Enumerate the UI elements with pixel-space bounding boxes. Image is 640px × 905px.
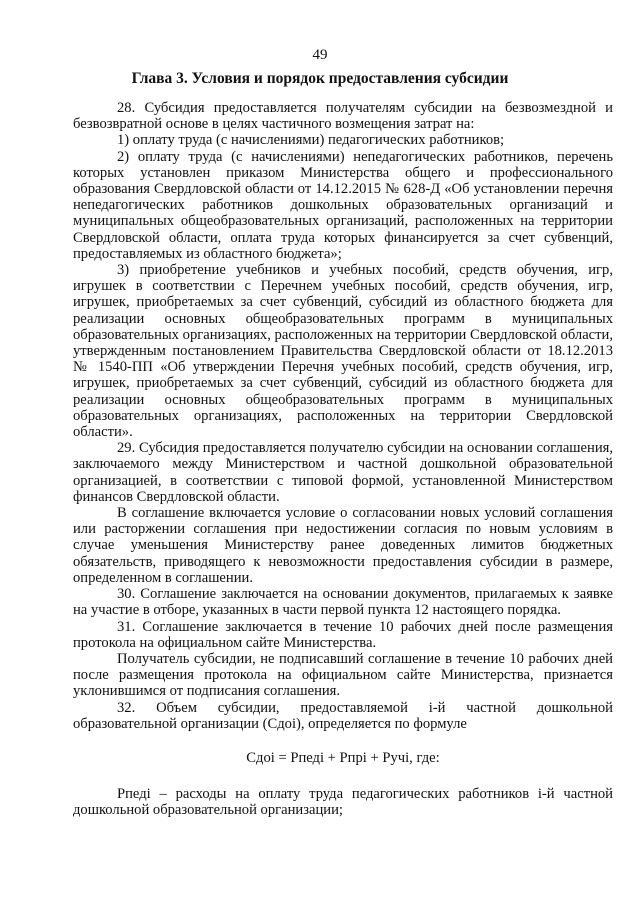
paragraph-31: 31. Соглашение заключается в течение 10 рабочих дней после размещения протокола на официальном сайте Министерства. xyxy=(73,618,613,651)
chapter-title: Глава 3. Условия и порядок предоставления субсидии xyxy=(131,70,509,87)
page-number: 49 xyxy=(312,47,328,63)
formula-definition: Рпеді – расходы на оплату труда педагогических работников і-й частной дошкольной образовательной организации; xyxy=(73,786,613,819)
paragraph-28-item-2: 2) оплату труда (с начислениями) непедагогических работников, перечень которых установлен приказом Министерства общего и профессионального образования Свердловской области от 14.12.2015 № 628-Д «Об установлении перечня непедагогических работников дошкольных образовательных организаций и муниципальных общеобразовательных организаций, расположенных на территории Свердловской области, оплата труда которых финансируется за счет субвенций, предоставляемых из областного бюджета»; xyxy=(73,148,613,262)
paragraph-29: 29. Субсидия предоставляется получателю субсидии на основании соглашения, заключаемого между Министерством и частной дошкольной образовательной организацией, в соответствии с типовой формой, установленной Министерством финансов Свердловской области. xyxy=(73,440,613,505)
paragraph-31-recipient: Получатель субсидии, не подписавший соглашение в течение 10 рабочих дней после размещения протокола на официальном сайте Министерства, признается уклонившимся от подписания соглашения. xyxy=(73,650,613,700)
paragraph-28: 28. Субсидия предоставляется получателям субсидии на безвозмездной и безвозвратной основе в целях частичного возмещения затрат на: xyxy=(73,100,613,133)
paragraph-29-condition: В соглашение включается условие о согласовании новых условий соглашения или расторжении соглашения при недостижении согласия по новым условиям в случае уменьшения Министерству ранее доведенных лимитов бюджетных обязательств, приводящего к невозможности предоставления субсидии в размере, определенном в соглашении. xyxy=(73,505,613,586)
paragraph-28-item-1: 1) оплату труда (с начислениями) педагогических работников; xyxy=(117,132,505,149)
paragraph-28-item-3: 3) приобретение учебников и учебных пособий, средств обучения, игр, игрушек в соответствии с Перечнем учебных пособий, средств обучения, игр, игрушек, приобретаемых за счет субвенций, субсидий из областного бюджета для реализации основных общеобразовательных программ в муниципальных образовательных организациях, расположенных на территории Свердловской области, утвержденным постановлением Правительства Свердловской области от 18.12.2013 № 1540-ПП «Об утверждении Перечня учебных пособий, средств обучения, игр, игрушек, приобретаемых за счет субвенций, субсидий из областного бюджета для реализации основных общеобразовательных программ в муниципальных образовательных организациях, расположенных на территории Свердловской области». xyxy=(73,262,613,441)
document-body xyxy=(73,100,613,819)
paragraph-32: 32. Объем субсидии, предоставляемой i-й частной дошкольной образовательной организации (Сдоі), определяется по формуле xyxy=(73,699,613,732)
paragraph-30: 30. Соглашение заключается на основании документов, прилагаемых к заявке на участие в отборе, указанных в части первой пункта 12 настоящего порядка. xyxy=(73,586,613,619)
subsidy-formula: Сдоі = Рпеді + Рпрі + Ручі, где: xyxy=(246,749,440,766)
